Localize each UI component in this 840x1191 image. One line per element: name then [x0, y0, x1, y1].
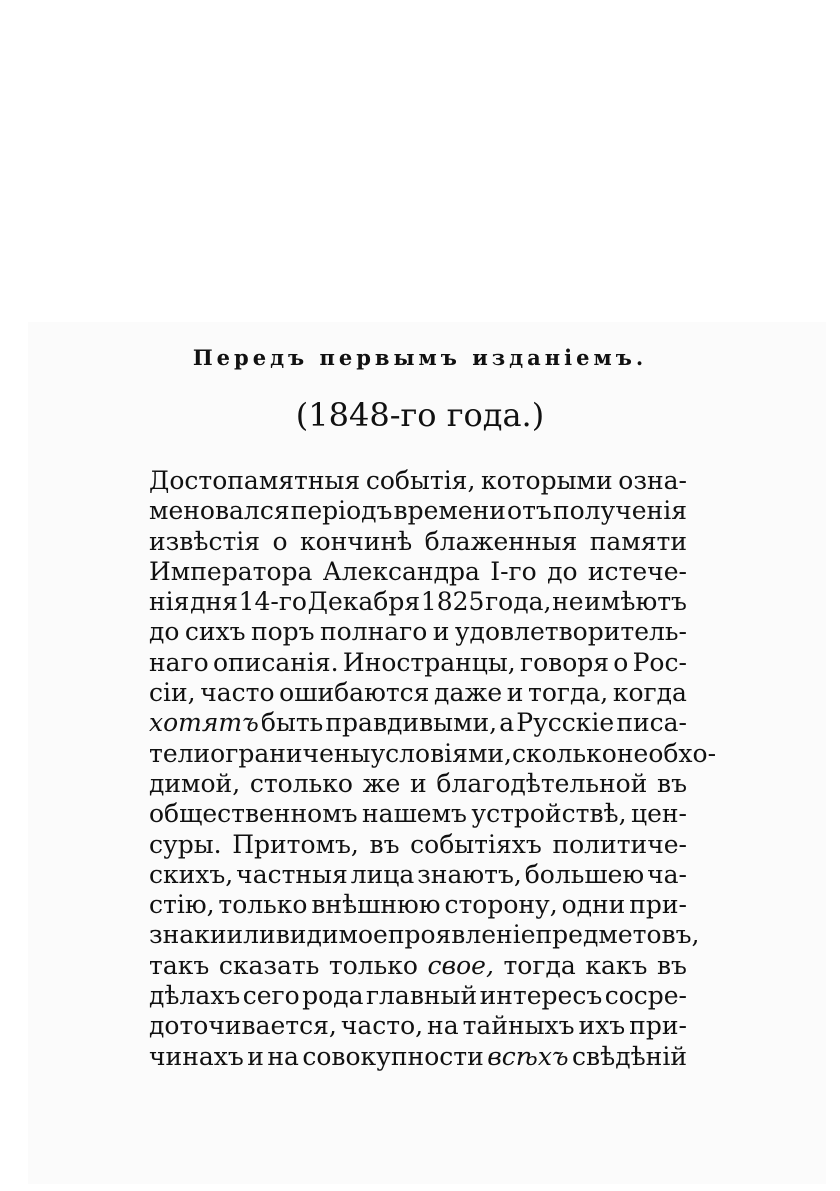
word: наго	[149, 647, 209, 677]
text-line	[149, 466, 687, 496]
word: тайныхъ	[462, 1011, 575, 1041]
page-heading: Передъ первымъ изданіемъ.	[192, 345, 648, 370]
word: а	[499, 708, 515, 738]
word: только	[218, 890, 308, 920]
word: описанія.	[212, 647, 339, 677]
word: часто	[200, 678, 275, 708]
text-line	[149, 981, 687, 1011]
text-line	[149, 830, 687, 860]
word: чинахъ	[149, 1041, 244, 1071]
word: лица	[350, 859, 415, 889]
text-line	[149, 860, 687, 890]
word: сего	[242, 981, 300, 1011]
word: часто,	[340, 1011, 424, 1041]
word: одни	[561, 890, 626, 920]
word: сихъ	[184, 617, 246, 647]
word: ограничены	[210, 738, 371, 768]
word: полнаго	[320, 617, 428, 647]
word: столько	[249, 768, 353, 798]
word: которыми	[481, 466, 613, 495]
word: удовлетворитель-	[454, 617, 687, 647]
word: сторону,	[444, 890, 558, 920]
word: при-	[629, 1011, 687, 1041]
word: на	[267, 1041, 299, 1071]
text-line	[149, 678, 687, 708]
word: въ	[656, 950, 687, 980]
word: правдивыми,	[325, 708, 498, 738]
word: до	[547, 556, 578, 586]
word: блаженныя	[424, 526, 578, 556]
word: извѣстія	[149, 526, 261, 556]
word: когда	[612, 678, 687, 708]
word: же	[362, 768, 401, 798]
word: политиче-	[552, 829, 687, 859]
word: Русскіе	[516, 708, 615, 738]
text-line	[149, 738, 717, 769]
word: кончинѣ	[299, 526, 413, 556]
word: говоря	[519, 647, 610, 677]
word: цен-	[631, 799, 687, 829]
text-line	[149, 496, 687, 526]
word: Иностранцы,	[342, 647, 516, 677]
word: главный	[365, 981, 478, 1011]
word: Притомъ,	[232, 829, 359, 859]
word: свѣдѣній	[572, 1041, 687, 1071]
word: I-го	[490, 556, 537, 586]
word: или	[226, 920, 276, 950]
word: сіи,	[149, 678, 196, 708]
word: отъ	[507, 496, 552, 526]
word: времени	[393, 496, 506, 526]
word: знаютъ,	[417, 859, 522, 889]
text-line	[149, 951, 687, 981]
word: суры.	[149, 829, 222, 859]
word: нія	[149, 587, 190, 617]
text-line	[149, 557, 687, 587]
italic-word: всѣхъ	[487, 1041, 569, 1071]
text-line	[149, 587, 687, 617]
word: Александра	[322, 556, 480, 586]
word: года,	[485, 587, 552, 617]
word: ча-	[647, 859, 687, 889]
word: скихъ,	[149, 859, 234, 889]
word: Рос-	[632, 647, 687, 677]
word: Достопамятныя	[149, 466, 361, 495]
text-line	[149, 1042, 687, 1072]
word: быть	[260, 708, 324, 738]
text-line	[149, 617, 687, 647]
word: тели	[149, 738, 211, 768]
word: имѣютъ	[584, 587, 687, 617]
word: даже	[434, 678, 503, 708]
word: сколько	[512, 738, 617, 768]
word: истече-	[587, 556, 687, 586]
word: общественномъ	[149, 799, 358, 829]
text-line	[149, 1011, 687, 1041]
word: доточивается,	[149, 1011, 337, 1041]
word: и	[247, 1041, 264, 1071]
text-line	[149, 890, 687, 920]
word: въ	[657, 768, 687, 798]
word: 14-го	[238, 587, 307, 617]
word: не	[552, 587, 584, 617]
word: димой,	[149, 768, 241, 798]
word: о	[272, 526, 288, 556]
italic-word: свое,	[427, 950, 494, 980]
text-line	[149, 648, 687, 678]
text-line	[149, 920, 700, 950]
word: устройствѣ,	[471, 799, 627, 829]
page-subheading: (1848-го года.)	[295, 396, 545, 434]
word: условіями,	[370, 738, 512, 768]
word: видимое	[275, 920, 388, 950]
word: проявленіе	[387, 920, 536, 950]
word: ошибаются	[279, 678, 430, 708]
word: рода	[302, 981, 364, 1011]
word: событіяхъ	[410, 829, 542, 859]
text-line	[149, 708, 687, 738]
word: большею	[524, 859, 645, 889]
word: какъ	[585, 950, 648, 980]
word: періодъ	[290, 496, 393, 526]
word: дня	[190, 587, 238, 617]
word: памяти	[589, 526, 687, 556]
word: и	[410, 768, 427, 798]
word: меновался	[149, 496, 290, 526]
word: 1825	[420, 587, 485, 617]
word: необхо-	[616, 738, 717, 768]
word: стію,	[149, 890, 215, 920]
text-line	[149, 527, 687, 557]
word: писа-	[616, 708, 687, 738]
word: только	[328, 950, 418, 980]
word: о	[613, 647, 629, 677]
word: знаки	[149, 920, 227, 950]
word: нашемъ	[362, 799, 467, 829]
word: тогда,	[528, 678, 609, 708]
word: озна-	[618, 466, 687, 495]
word: благодѣтельной	[436, 768, 648, 798]
word: до	[149, 617, 180, 647]
word: такъ	[149, 950, 210, 980]
word: при-	[629, 890, 687, 920]
word: полученія	[552, 496, 687, 526]
word: внѣшнюю	[311, 890, 441, 920]
word: Императора	[149, 556, 313, 586]
word: въ	[369, 829, 400, 859]
word: тогда	[503, 950, 576, 980]
word: предметовъ,	[535, 920, 700, 950]
word: и	[506, 678, 524, 708]
word: совокупности	[302, 1041, 484, 1071]
word: частныя	[236, 859, 348, 889]
word: на	[427, 1011, 459, 1041]
word: поръ	[250, 617, 315, 647]
word: ихъ	[578, 1011, 626, 1041]
word: сосре-	[604, 981, 687, 1011]
word: и	[432, 617, 450, 647]
body-text	[149, 466, 717, 1072]
word: интересъ	[479, 981, 603, 1011]
word: событія,	[365, 466, 476, 495]
italic-word: хотятъ	[149, 708, 259, 738]
text-line	[149, 799, 687, 829]
word: сказать	[218, 950, 320, 980]
word: дѣлахъ	[149, 981, 241, 1011]
text-line	[149, 769, 687, 799]
word: Декабря	[307, 587, 421, 617]
